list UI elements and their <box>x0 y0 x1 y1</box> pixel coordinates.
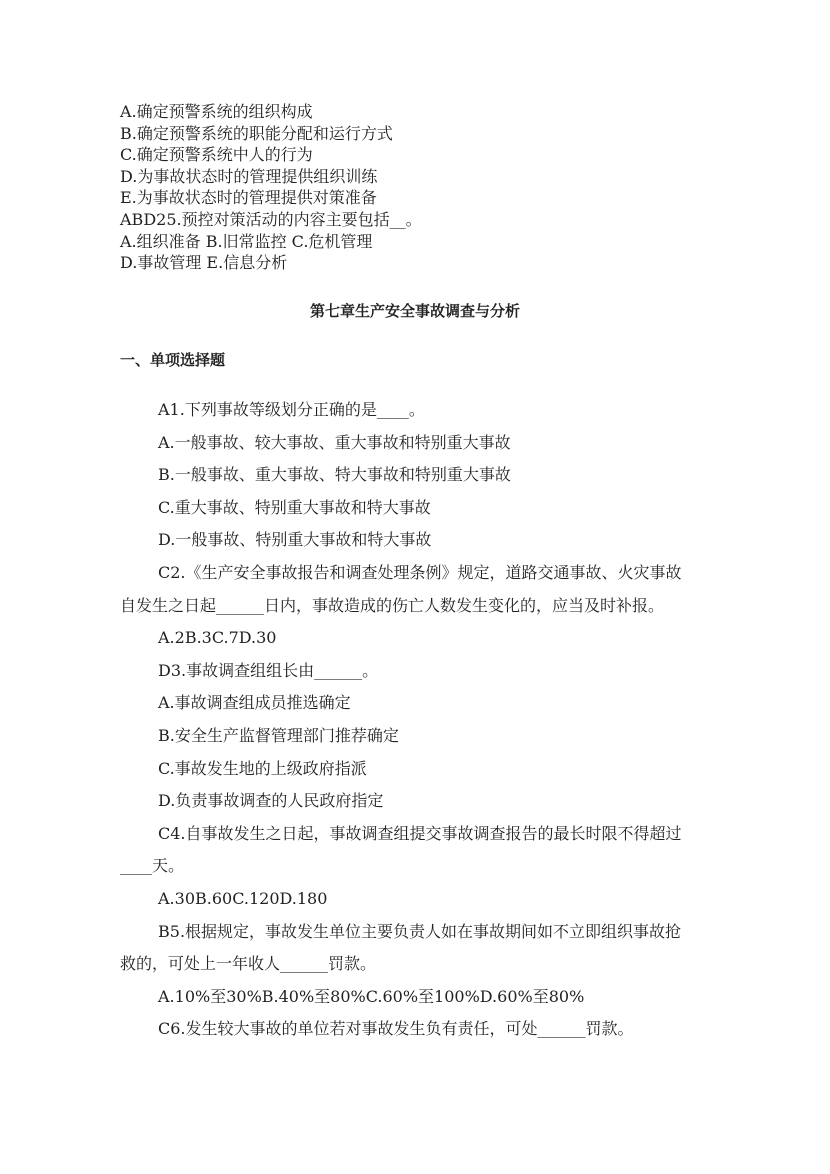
text-line: D.为事故状态时的管理提供组织训练 <box>120 166 378 186</box>
text-line: A.组织准备 B.旧常监控 C.危机管理 <box>120 231 373 251</box>
question-line: 自发生之日起______日内，事故造成的伤亡人数发生变化的，应当及时补报。 <box>120 595 665 615</box>
question-line: D3.事故调查组组长由______。 <box>158 660 379 680</box>
question-line: D.一般事故、特别重大事故和特大事故 <box>158 530 432 550</box>
question-line: A.30B.60C.120D.180 <box>158 888 328 908</box>
question-line: B5.根据规定，事故发生单位主要负责人如在事故期间如不立即组织事故抢 <box>158 921 682 941</box>
section-title: 一、单项选择题 <box>120 351 226 369</box>
question-line: C2.《生产安全事故报告和调查处理条例》规定，道路交通事故、火灾事故 <box>158 562 682 582</box>
question-line: ____天。 <box>120 856 185 876</box>
question-line: D.负责事故调查的人民政府指定 <box>158 791 384 811</box>
question-line: A.2B.3C.7D.30 <box>158 628 277 648</box>
question-line: C4.自事故发生之日起，事故调查组提交事故调查报告的最长时限不得超过 <box>158 823 682 843</box>
question-line: 救的，可处上一年收人______罚款。 <box>120 954 377 974</box>
question-line: B.安全生产监督管理部门推荐确定 <box>158 725 399 745</box>
question-line: C6.发生较大事故的单位若对事故发生负有责任，可处______罚款。 <box>158 1019 634 1039</box>
question-line: A.10%至30%B.40%至80%C.60%至100%D.60%至80% <box>158 986 585 1006</box>
text-line: C.确定预警系统中人的行为 <box>120 145 313 165</box>
text-line: D.事故管理 E.信息分析 <box>120 253 288 273</box>
option-list-block <box>120 101 422 274</box>
question-line: C.重大事故、特别重大事故和特大事故 <box>158 497 431 517</box>
question-line: A.事故调查组成员推选确定 <box>158 693 351 713</box>
text-line: A.确定预警系统的组织构成 <box>120 102 313 121</box>
question-body <box>120 394 720 1046</box>
question-line: A.一般事故、较大事故、重大事故和特别重大事故 <box>158 432 511 452</box>
question-line: B.一般事故、重大事故、特大事故和特别重大事故 <box>158 465 511 485</box>
text-line: B.确定预警系统的职能分配和运行方式 <box>120 123 393 143</box>
question-line: A1.下列事故等级划分正确的是____。 <box>158 400 425 419</box>
question-line: C.事故发生地的上级政府指派 <box>158 758 367 778</box>
text-line: ABD25.预控对策活动的内容主要包括__。 <box>120 209 422 229</box>
chapter-title: 第七章生产安全事故调查与分析 <box>309 302 520 320</box>
text-line: E.为事故状态时的管理提供对策准备 <box>120 188 377 208</box>
